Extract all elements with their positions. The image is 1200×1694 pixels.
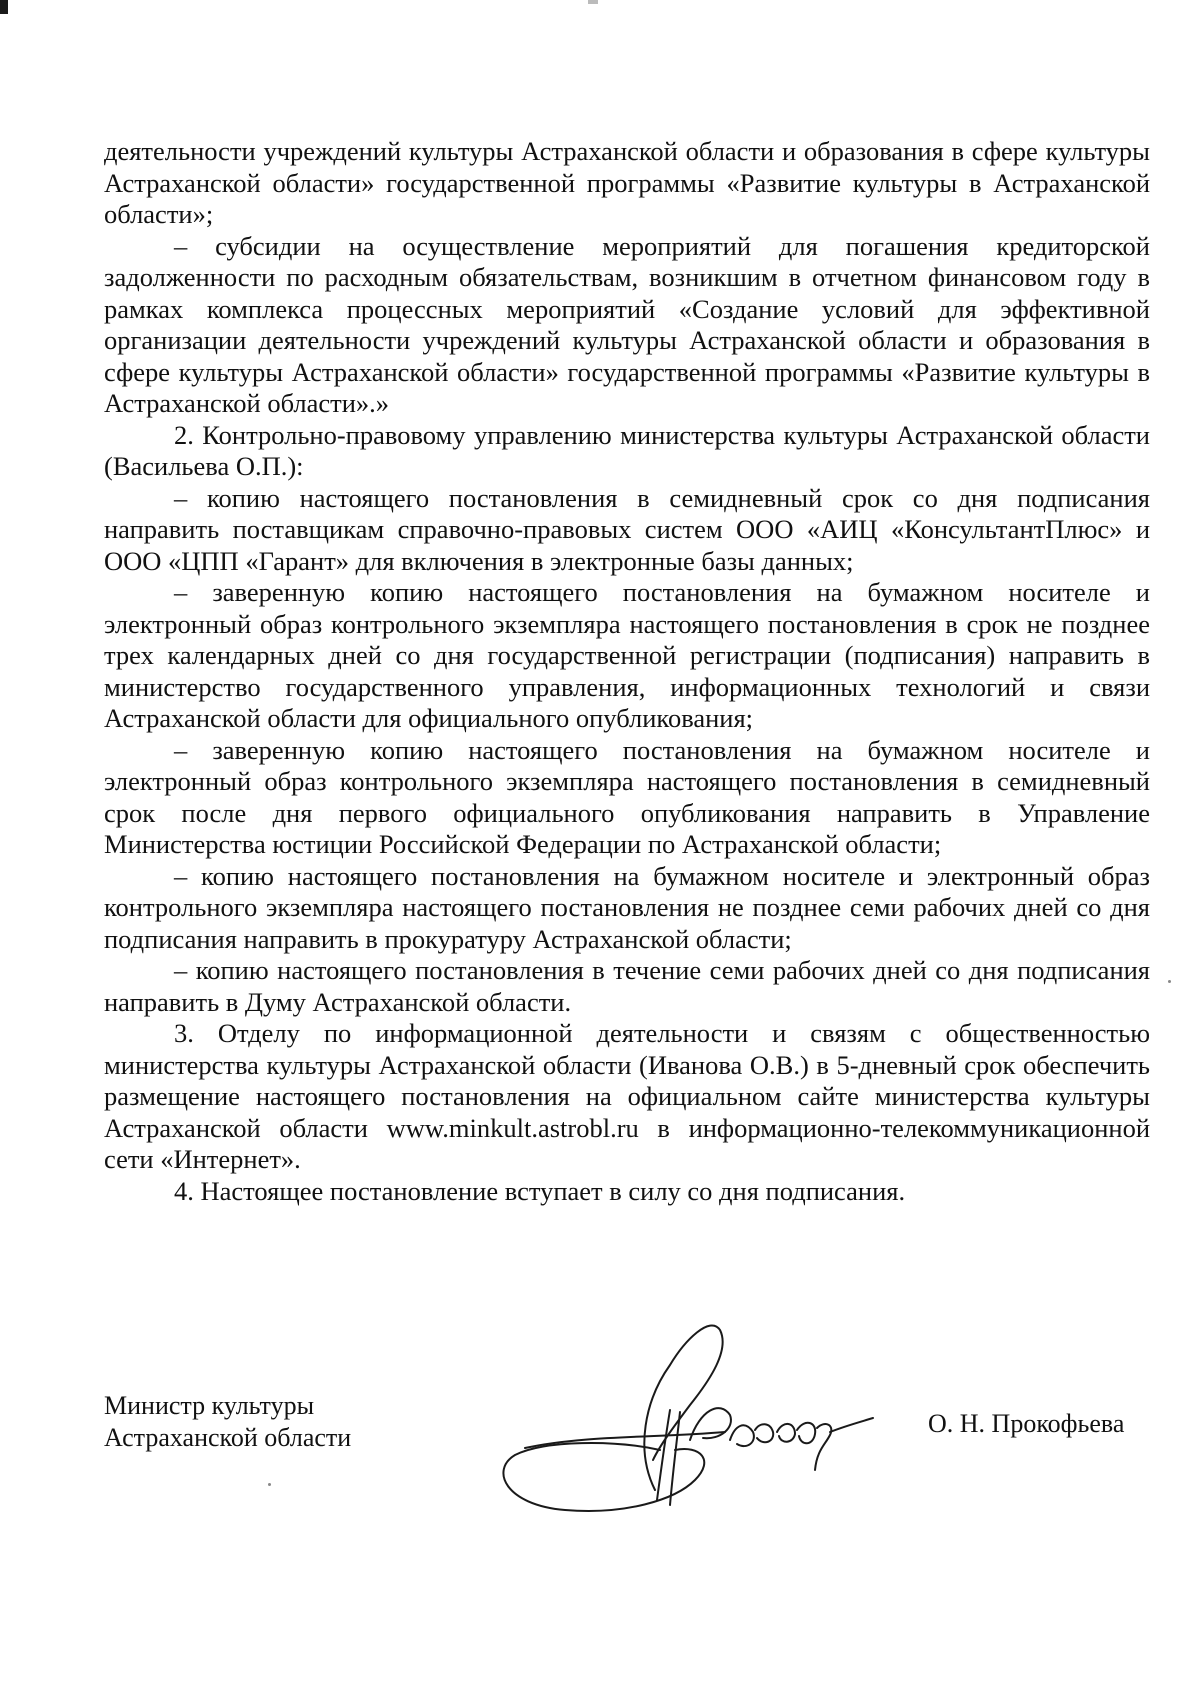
handwritten-signature [485, 1300, 895, 1530]
scan-dust [1168, 980, 1171, 983]
paragraph-subsidy-item: – субсидии на осуществление мероприятий для погашения кредиторской задолженности по расходным обязательствам, возникшим в отчетном финансовом году в рамках комплекса процессных мероприятий «Создание условий для эффективной организации деятельности учреждений культуры Астраханской области и образования в сфере культуры Астраханской области» государственной программы «Развитие культуры в Астраханской области».» [104, 230, 1150, 418]
paragraph-continuation: деятельности учреждений культуры Астраханской области и образования в сфере культуры Астраханской области» государственной программы «Развитие культуры в Астраханской области»; [104, 136, 1150, 229]
signer-position-line-2: Астраханской области [104, 1423, 352, 1452]
paragraph-clause-2-item-4: – копию настоящего постановления на бумажном носителе и электронный образ контрольного экземпляра настоящего постановления не позднее семи рабочих дней со дня подписания направить в прокуратуру Астраханской области; [104, 860, 1150, 954]
paragraph-clause-2-item-3: – заверенную копию настоящего постановления на бумажном носителе и электронный образ контрольного экземпляра настоящего постановления в семидневный срок после дня первого официального опубликования направить в Управление Министерства юстиции Российской Федерации по Астраханской области; [104, 734, 1150, 859]
paragraph-clause-2-item-2: – заверенную копию настоящего постановления на бумажном носителе и электронный образ контрольного экземпляра настоящего постановления в срок не позднее трех календарных дней со дня государственной регистрации (подписания) направить в министерство государственного управления, информационных технологий и связи Астраханской области для официального опубликования; [104, 577, 1150, 733]
signer-position-line-1: Министр культуры [104, 1391, 315, 1420]
document-body [104, 136, 1150, 1207]
scan-smudge [588, 0, 598, 4]
paragraph-clause-2-item-1: – копию настоящего постановления в семидневный срок со дня подписания направить поставщикам справочно-правовых систем ООО «АИЦ «КонсультантПлюс» и ООО «ЦПП «Гарант» для включения в электронные базы данных; [104, 482, 1150, 576]
paragraph-clause-2-item-5: – копию настоящего постановления в течение семи рабочих дней со дня подписания направить в Думу Астраханской области. [104, 955, 1150, 1017]
signer-position [104, 1390, 351, 1454]
scan-corner-mark [0, 0, 8, 14]
paragraph-clause-3: 3. Отделу по информационной деятельности и связям с общественностью министерства культуры Астраханской области (Иванова О.В.) в 5-дневный срок обеспечить размещение настоящего постановления на официальном сайте министерства культуры Астраханской области www.minkult.astrobl.ru в информационно-телекоммуникационной сети «Интернет». [104, 1018, 1150, 1174]
paragraph-clause-4: 4. Настоящее постановление вступает в силу со дня подписания. [174, 1175, 906, 1206]
signer-name: О. Н. Прокофьева [928, 1409, 1125, 1438]
paragraph-clause-2: 2. Контрольно-правовому управлению министерства культуры Астраханской области (Васильева О.П.): [104, 419, 1150, 481]
scan-dust [268, 1483, 271, 1486]
